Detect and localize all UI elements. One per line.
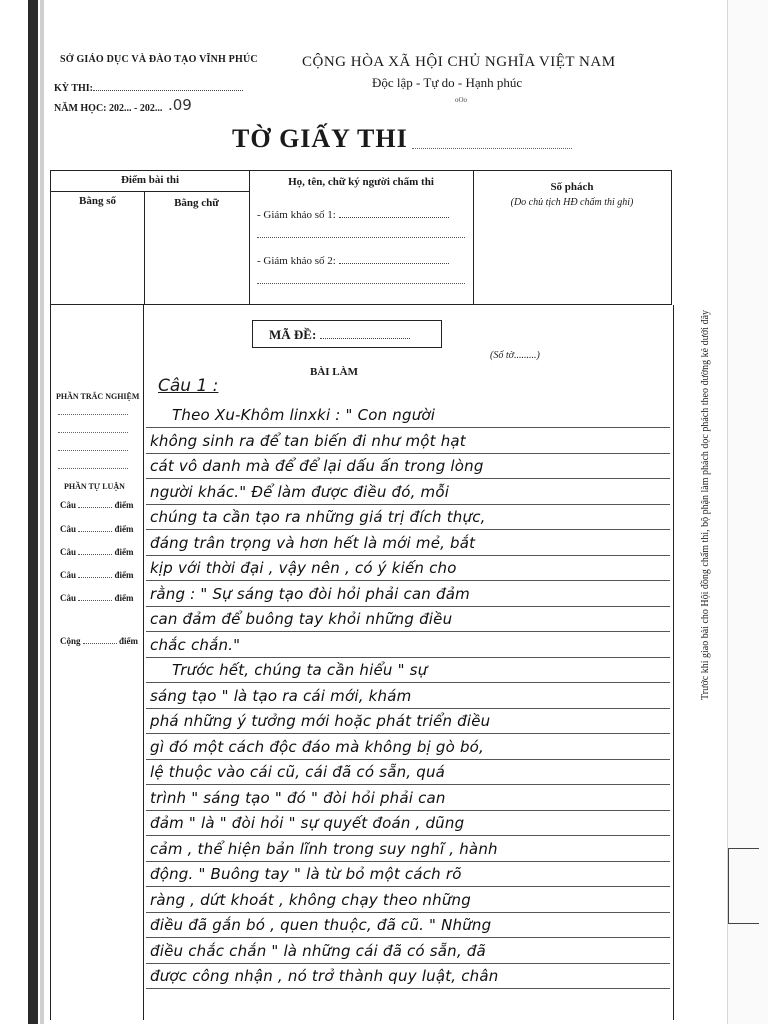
- score-table: [50, 170, 672, 305]
- question-score-row: Câu điểm: [60, 547, 134, 557]
- school-year-field: [54, 103, 162, 114]
- handwritten-line: cát vô danh mà để để lại dấu ấn trong lòng: [150, 457, 484, 475]
- ruled-line: [146, 835, 670, 836]
- handwritten-line: lệ thuộc vào cái cũ, cái đã có sẵn, quá: [150, 763, 446, 781]
- binding-shadow: [40, 0, 44, 1024]
- question-score-row: Câu điểm: [60, 524, 134, 534]
- motto-ornament: oOo: [455, 96, 468, 104]
- handwritten-line: ràng , dứt khoát , không chạy theo những: [150, 890, 471, 909]
- sidebar-divider: [143, 305, 144, 1020]
- ruled-line: [146, 427, 670, 428]
- ruled-line: [146, 733, 670, 734]
- handwritten-line: phá những ý tưởng mới hoặc phát triển điều: [150, 712, 491, 730]
- handwritten-line: không sinh ra để tan biến đi như một hạt: [150, 431, 466, 450]
- handwritten-line: điều chắc chắn " là những cái đã có sẵn, đã: [150, 941, 486, 960]
- sheet-count: (Số tờ.........): [490, 350, 540, 361]
- question-score-row: Câu điểm: [60, 500, 134, 510]
- ruled-line: [146, 529, 670, 530]
- margin-instruction: Trước khi giao bài cho Hội đồng chấm thi, bộ phận làm phách dọc phách theo đường kẻ dưới đây: [700, 309, 711, 700]
- ruled-line: [146, 682, 670, 683]
- organization-name: SỞ GIÁO DỤC VÀ ĐÀO TẠO VĨNH PHÚC: [60, 54, 258, 65]
- multiple-choice-label: PHẦN TRẮC NGHIỆM: [56, 392, 140, 401]
- handwritten-line: đáng trân trọng và hơn hết là mới mẻ, bắt: [150, 533, 476, 552]
- handwritten-line: gì đó một cách độc đáo mà không bị gò bó,: [150, 737, 485, 756]
- handwritten-line: chắc chắn.": [150, 635, 241, 654]
- title-dotline: [412, 148, 572, 149]
- binding-strip: [28, 0, 38, 1024]
- ruled-line: [146, 810, 670, 811]
- exam-name-label: KỲ THI:: [54, 83, 93, 94]
- ruled-line: [146, 580, 670, 581]
- handwritten-line: Theo Xu-Khôm linxki : " Con người: [172, 406, 436, 424]
- question-1-heading: Câu 1 :: [158, 376, 219, 396]
- handwritten-line: trình " sáng tạo " đó " đòi hỏi phải can: [150, 788, 446, 807]
- exam-name-field: [54, 80, 243, 94]
- grader-1-field: [257, 209, 449, 221]
- total-score-row: Cộng điểm: [60, 636, 139, 646]
- grader-2-label: - Giám khảo số 2:: [257, 255, 336, 267]
- grader-header: Họ, tên, chữ ký người chấm thi: [288, 176, 434, 188]
- handwritten-line: cảm , thể hiện bản lĩnh trong suy nghĩ , hành: [150, 839, 498, 858]
- score-header: Điểm bài thi: [120, 174, 180, 186]
- ruled-line: [146, 759, 670, 760]
- handwritten-line: người khác." Để làm được điều đó, mỗi: [150, 482, 450, 501]
- serial-note: (Do chủ tịch HĐ chấm thi ghi): [510, 197, 634, 208]
- ruled-line: [146, 453, 670, 454]
- school-year-label: NĂM HỌC: 202... - 202...: [54, 103, 163, 114]
- ruled-line: [146, 937, 670, 938]
- handwritten-line: được công nhận , nó trở thành quy luật, chân: [150, 967, 499, 985]
- ruled-line: [146, 886, 670, 887]
- ruled-line: [146, 912, 670, 913]
- ruled-line: [146, 555, 670, 556]
- handwritten-line: rằng : " Sự sáng tạo đòi hỏi phải can đảm: [150, 584, 470, 603]
- table-divider: [51, 191, 249, 192]
- ruled-line: [146, 631, 670, 632]
- ruled-line: [146, 478, 670, 479]
- ruled-line: [146, 708, 670, 709]
- ruled-line: [146, 861, 670, 862]
- ruled-line: [146, 504, 670, 505]
- grader-1-label: - Giám khảo số 1:: [257, 209, 336, 221]
- score-words-header: Bằng chữ: [174, 197, 219, 209]
- republic-heading: CỘNG HÒA XÃ HỘI CHỦ NGHĨA VIỆT NAM: [302, 54, 616, 70]
- exam-code-box: [252, 320, 442, 348]
- question-score-row: Câu điểm: [60, 593, 134, 603]
- serial-header: Số phách: [550, 181, 594, 193]
- page-title: TỜ GIẤY THI: [232, 124, 408, 153]
- detach-bracket: [728, 848, 759, 924]
- ruled-line: [146, 606, 670, 607]
- exam-code-label: MÃ ĐỀ:: [269, 327, 317, 342]
- school-year-handwriting: .09: [168, 96, 192, 114]
- score-number-header: Bằng số: [79, 195, 116, 207]
- handwritten-line: kịp với thời đại , vậy nên , có ý kiến cho: [150, 559, 457, 577]
- grader-2-field: [257, 255, 449, 267]
- ruled-line: [146, 657, 670, 658]
- handwritten-line: điều đã gắn bó , quen thuộc, đã cũ. " Những: [150, 916, 492, 934]
- handwritten-line: chúng ta cần tạo ra những giá trị đích thực,: [150, 508, 486, 526]
- question-score-row: Câu điểm: [60, 570, 134, 580]
- national-motto: Độc lập - Tự do - Hạnh phúc: [372, 75, 523, 90]
- handwritten-line: sáng tạo " là tạo ra cái mới, khám: [150, 686, 412, 705]
- handwritten-line: Trước hết, chúng ta cần hiểu " sự: [172, 661, 428, 679]
- handwritten-line: đảm " là " đòi hỏi " sự quyết đoán , dũng: [150, 814, 465, 832]
- ruled-line: [146, 988, 670, 989]
- ruled-line: [146, 784, 670, 785]
- answer-heading: BÀI LÀM: [310, 366, 358, 378]
- table-divider: [249, 171, 250, 304]
- handwritten-line: can đảm để buông tay khỏi những điều: [150, 610, 453, 628]
- essay-label: PHẦN TỰ LUẬN: [64, 482, 125, 491]
- ruled-line: [146, 963, 670, 964]
- handwritten-line: động. " Buông tay " là từ bỏ một cách rõ: [150, 865, 462, 883]
